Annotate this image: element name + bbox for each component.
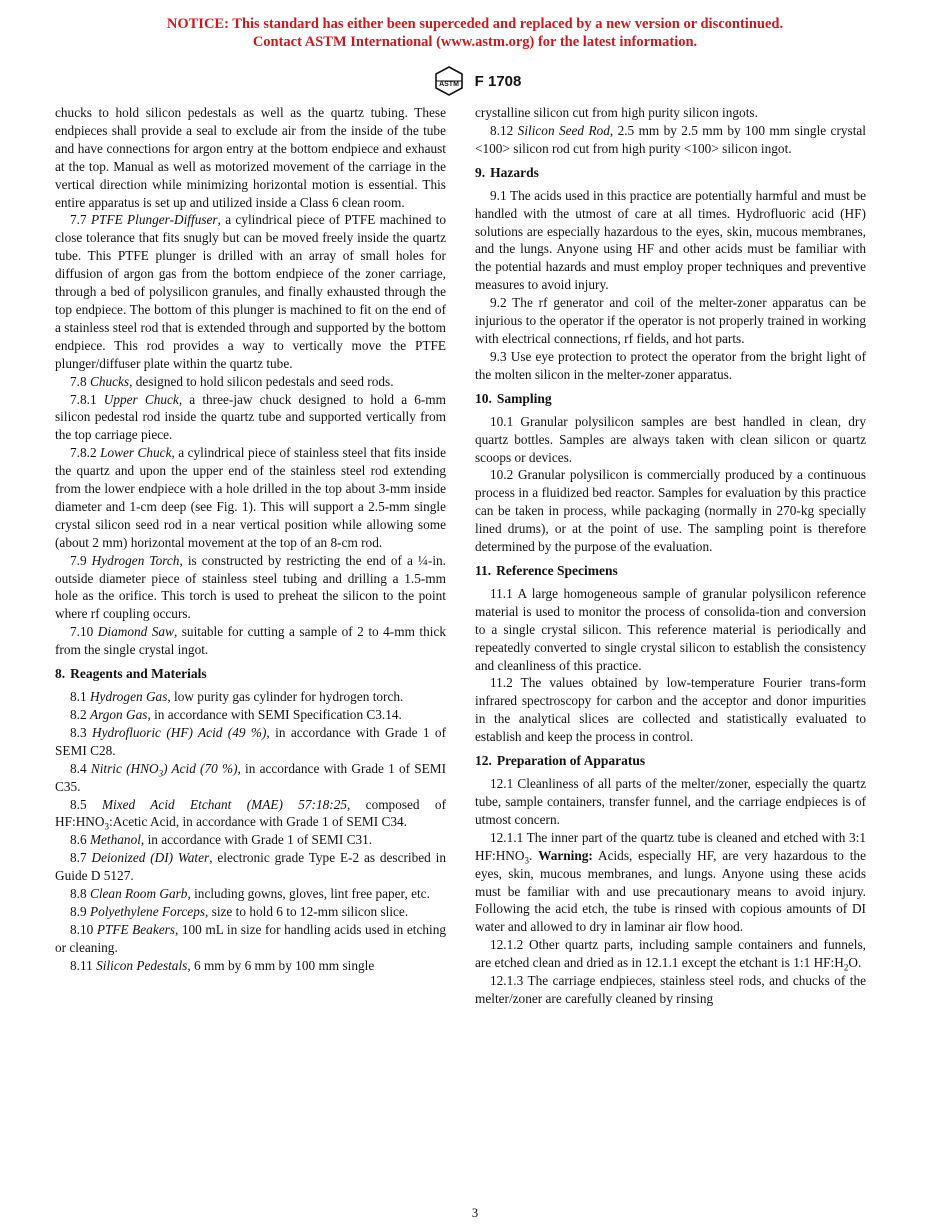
paragraph-10-2: 10.2 Granular polysilicon is commercially produced by a continuous process in a fluidized bed reactor. Samples for evaluation by this practice can be taken in process, while packaging (normally in 270-kg specially lined drums), or at the point of use. The sampling point is therefore determined by the purpose of the evaluation.	[475, 467, 866, 555]
paragraph-10-1: 10.1 Granular polysilicon samples are best handled in clean, dry quartz bottles. Samples are always taken with clean silicon or quartz scoops or devices.	[475, 413, 866, 465]
paragraph-12-1: 12.1 Cleanliness of all parts of the melter/zoner, especially the quartz tube, sample containers, transfer funnel, and the carriage endpieces is of utmost concern.	[475, 776, 866, 827]
section-heading-10: 10. Sampling	[475, 390, 552, 406]
paragraph-8-9: 8.9 Polyethylene Forceps, size to hold 6 to 12-mm silicon slice.	[70, 903, 409, 919]
paragraph-8-8: 8.8 Clean Room Garb, including gowns, gloves, lint free paper, etc.	[70, 886, 430, 902]
paragraph-8-6: 8.6 Methanol, in accordance with Grade 1 of SEMI C31.	[70, 832, 373, 848]
paragraph-7-8-2: 7.8.2 Lower Chuck, a cylindrical piece of stainless steel that fits inside the quartz and upon the upper end of the stainless steel rod extending from the lower endpiece with a hole drilled in the top about 3-mm inside diameter and 1-cm deep (see Fig. 1). This will support a 2.5-mm single crystal silicon seed rod in a near vertical position while allowing some (about 2 mm) horizontal movement at the top of an 8-cm rod.	[55, 445, 446, 550]
right-column	[475, 104, 866, 1008]
paragraph-9-1: 9.1 The acids used in this practice are potentially harmful and must be handled with the utmost of care at all times. Hydrofluoric acid (HF) solutions are especially hazardous to the eyes, skin, mucous membranes, and the lungs. Anyone using HF and other acids must be familiar with the potential hazards and must employ proper techniques and preventive measures to avoid injury.	[475, 187, 866, 293]
left-column	[55, 104, 446, 975]
paragraph-12-1-2: 12.1.2 Other quartz parts, including sample containers and funnels, are etched clean and dried as in 12.1.1 except the etchant is 1:1 $HF:H_2O$.	[475, 937, 866, 973]
paragraph: crystalline silicon cut from high purity silicon ingots.	[475, 105, 758, 120]
logo-text: ASTM	[438, 81, 459, 88]
paragraph-8-1: 8.1 Hydrogen Gas, low purity gas cylinder for hydrogen torch.	[70, 689, 404, 705]
page-number: 3	[471, 1206, 479, 1220]
page-header	[0, 66, 950, 96]
paragraph-7-8: 7.8 Chucks, designed to hold silicon pedestals and seed rods.	[70, 373, 394, 389]
paragraph-8-3: 8.3 Hydrofluoric (HF) Acid (49 %), in accordance with Grade 1 of SEMI C28.	[55, 724, 446, 758]
paragraph-12-1-3: 12.1.3 The carriage endpieces, stainless steel rods, and chucks of the melter/zoner are carefully cleaned by rinsing	[475, 973, 866, 1006]
notice-line-1: NOTICE: This standard has either been superceded and replaced by a new version or discontinued.	[166, 16, 784, 32]
paragraph-8-5: 8.5 Mixed Acid Etchant (MAE) 57:18:25, composed of $HF:HNO_3:Acetic$ Acid, in accordance with Grade 1 of SEMI C34.	[55, 796, 447, 833]
paragraph-11-1: 11.1 A large homogeneous sample of granular polysilicon reference material is used to monitor the process of consolida-tion and conversion to a single crystal silicon. This reference material is periodically and repeatedly converted to single crystal silicon to establish the consistency and cleanliness of this practice.	[475, 585, 866, 673]
paragraph-7-7: 7.7 PTFE Plunger-Diffuser, a cylindrical piece of PTFE machined to close tolerance that fits snugly but can be moved freely inside the quartz tube. This PTFE plunger is drilled with an array of small holes for diffusion of argon gas from the bottom endpiece of the zoner carriage, through a bed of polysilicon granules, and finally exhausted through the top endpiece. The bottom of this plunger is machined to fit on the end of a stainless steel rod that is extended through and supported by the bottom endpiece. This rod provides a way to vertically move the PTFE plunger/diffuser plate within the quartz tube.	[55, 212, 447, 371]
astm-logo-icon	[429, 66, 469, 96]
paragraph-12-1-1: 12.1.1 The inner part of the quartz tube is cleaned and etched with 3:1 $HF:HNO_3$. Warning: Acids, especially HF, are very hazardous to the eyes, skin, mucous membranes, and lungs. Anyone using these acids must be familiar with and use precautionary means to avoid injury. Following the acid etch, the tube is rinsed with copious amounts of DI water and allowed to dry in laminar air flow hood.	[475, 829, 866, 935]
paragraph-8-2: 8.2 Argon Gas, in accordance with SEMI Specification C3.14.	[70, 707, 402, 722]
notice-line-2: Contact ASTM International (www.astm.org) for the latest information.	[252, 34, 698, 50]
standard-designation: F 1708	[474, 72, 522, 90]
paragraph-8-11: 8.11 Silicon Pedestals, 6 mm by 6 mm by 100 mm single	[70, 957, 375, 973]
section-heading-12: 12. Preparation of Apparatus	[475, 753, 646, 769]
paragraph-7-8-1: 7.8.1 Upper Chuck, a three-jaw chuck designed to hold a 6-mm silicon pedestal rod inside the quartz tube and supported vertically from the top carriage piece.	[55, 391, 446, 443]
paragraph-9-2: 9.2 The rf generator and coil of the melter-zoner apparatus can be injurious to the operator if the operator is not properly trained in working with electrical connections, rf fields, and hot parts.	[475, 295, 866, 346]
paragraph-7-9: 7.9 Hydrogen Torch, is constructed by restricting the end of a ¼-in. outside diameter piece of stainless steel tubing and drilling a 1.5-mm hole as the orifice. This torch is used to preheat the silicon to the point where rf coupling occurs.	[55, 552, 446, 622]
section-heading-9: 9. Hazards	[475, 164, 539, 180]
paragraph: chucks to hold silicon pedestals as well as the quartz tubing. These endpieces shall provide a seal to exclude air from the inside of the tube and have connections for argon entry at the bottom endpiece and exhaust at the top. Manual as well as motorized movement of the carriage in the vertical direction while minimizing horizontal motion is essential. This entire apparatus is set up and utilized inside a Class 6 clean room.	[55, 105, 446, 210]
paragraph-7-10: 7.10 Diamond Saw, suitable for cutting a sample of 2 to 4-mm thick from the single crystal ingot.	[55, 624, 446, 658]
paragraph-8-12: 8.12 Silicon Seed Rod, 2.5 mm by 2.5 mm by 100 mm single crystal <100> silicon rod cut from high purity <100> silicon ingot.	[475, 122, 867, 156]
section-heading-8: 8. Reagents and Materials	[55, 666, 207, 682]
section-heading-11: 11. Reference Specimens	[475, 562, 618, 578]
paragraph-8-7: 8.7 Deionized (DI) Water, electronic grade Type E-2 as described in Guide D 5127.	[55, 850, 446, 884]
paragraph-8-4: 8.4 Nitric $(HNO_3)$ Acid (70 %), in accordance with Grade 1 of SEMI C35.	[55, 760, 447, 794]
paragraph-9-3: 9.3 Use eye protection to protect the operator from the bright light of the molten silicon in the melter-zoner apparatus.	[475, 348, 866, 382]
paragraph-8-10: 8.10 PTFE Beakers, 100 mL in size for handling acids used in etching or cleaning.	[55, 921, 446, 955]
paragraph-11-2: 11.2 The values obtained by low-temperature Fourier trans-form infrared spectroscopy for carbon and the acceptor and donor impurities in the analytical slices are collected and statistically evaluated to establish and keep the process in control.	[475, 675, 866, 745]
warning-label: Warning:	[538, 847, 593, 863]
